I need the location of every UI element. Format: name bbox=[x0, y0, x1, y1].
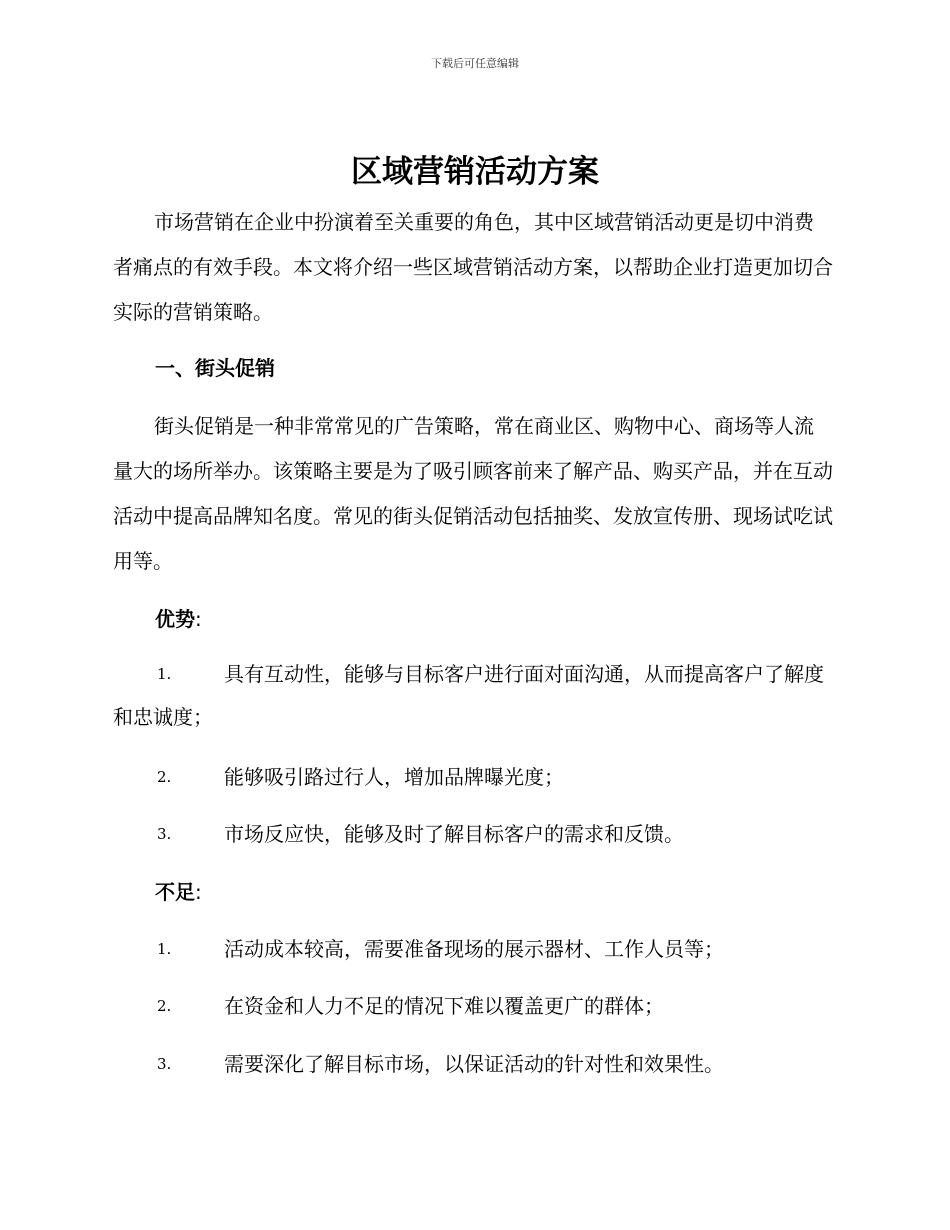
section-paragraph: 街头促销是一种非常常见的广告策略，常在商业区、购物中心、商场等人流量大的场所举办。该策略主要是为了吸引顾客前来了解产品、购买产品，并在互动活动中提高品牌知名度。常见的街头促销活动包括抽奖、发放宣传册、现场试吃试用等。 bbox=[113, 414, 833, 573]
disadvantages-colon: : bbox=[195, 880, 202, 904]
list-text: 在资金和人力不足的情况下难以覆盖更广的群体； bbox=[224, 994, 664, 1018]
list-number: 1. bbox=[157, 940, 172, 958]
list-number: 2. bbox=[157, 768, 172, 786]
list-text: 能够吸引路过行人，增加品牌曝光度； bbox=[224, 765, 564, 789]
list-text: 活动成本较高，需要准备现场的展示器材、工作人员等； bbox=[224, 937, 724, 961]
advantages-label-line bbox=[155, 604, 202, 634]
list-item bbox=[113, 653, 833, 739]
advantages-label: 优势 bbox=[155, 607, 195, 631]
list-item bbox=[113, 985, 833, 1028]
list-number: 3. bbox=[157, 825, 172, 843]
section-heading-street-promotion: 一、街头促销 bbox=[155, 356, 275, 380]
list-item bbox=[113, 1043, 833, 1086]
list-number: 3. bbox=[157, 1055, 172, 1073]
list-item bbox=[113, 756, 833, 799]
list-item bbox=[113, 813, 833, 856]
disadvantages-label: 不足 bbox=[155, 880, 195, 904]
intro-paragraph: 市场营销在企业中扮演着至关重要的角色，其中区域营销活动更是切中消费者痛点的有效手段。本文将介绍一些区域营销活动方案，以帮助企业打造更加切合实际的营销策略。 bbox=[113, 210, 833, 324]
list-number: 2. bbox=[157, 997, 172, 1015]
list-text: 市场反应快，能够及时了解目标客户的需求和反馈。 bbox=[224, 822, 684, 846]
list-item bbox=[113, 928, 833, 971]
disadvantages-label-line bbox=[155, 877, 202, 907]
list-text: 需要深化了解目标市场，以保证活动的针对性和效果性。 bbox=[224, 1052, 724, 1076]
header-note: 下载后可任意编辑 bbox=[431, 57, 519, 70]
document-title: 区域营销活动方案 bbox=[351, 154, 599, 190]
list-number: 1. bbox=[157, 665, 172, 683]
advantages-colon: : bbox=[195, 607, 202, 631]
list-text: 具有互动性，能够与目标客户进行面对面沟通，从而提高客户了解度和忠诚度； bbox=[113, 662, 824, 729]
